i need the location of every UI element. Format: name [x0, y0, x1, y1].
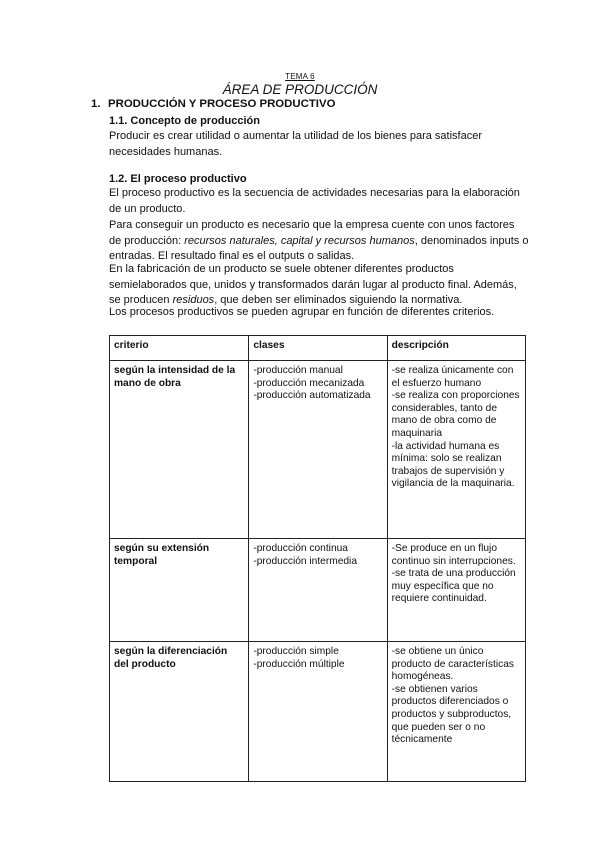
- section-title: PRODUCCIÓN Y PROCESO PRODUCTIVO: [108, 98, 336, 110]
- paragraph-proceso-3-b: , que deben ser eliminados siguiendo la normativa.: [214, 294, 463, 307]
- column-header-descripcion: descripción: [387, 336, 525, 361]
- subsection-heading-1-1: 1.1. Concepto de producción: [109, 115, 260, 127]
- paragraph-proceso-3: [109, 262, 529, 309]
- descripcion-cell: [387, 361, 525, 539]
- paragraph-concepto: Producir es crear utilidad o aumentar la utilidad de los bienes para satisfacer necesidades humanas.: [109, 130, 482, 158]
- paragraph-proceso-1: El proceso productivo es la secuencia de actividades necesarias para la elaboración de un producto.: [109, 187, 520, 215]
- column-header-criterio: criterio: [110, 336, 249, 361]
- descripcion-item: -se obtienen varios productos diferenciados o productos y subproductos, que pueden ser o no técnicamente: [391, 683, 512, 746]
- paragraph-proceso-3-a: En la fabricación de un producto se suele obtener diferentes productos semielaborados que, unidos y transformados darán lugar al producto final. Además, se producen: [109, 263, 517, 307]
- descripcion-item: -Se produce en un flujo continuo sin interrupciones.: [391, 543, 516, 567]
- tema-label: TEMA 6: [285, 72, 315, 81]
- paragraph-proceso-2-a: Para conseguir un producto es necesario que la empresa cuente con unos factores de producción:: [109, 219, 515, 247]
- column-header-clases: clases: [249, 336, 387, 361]
- factores-emphasis: recursos naturales, capital y recursos humanos: [184, 234, 415, 247]
- paragraph-proceso-4: Los procesos productivos se pueden agrupar en función de diferentes criterios.: [109, 306, 495, 318]
- section-number: 1.: [91, 98, 101, 110]
- descripcion-item: -la actividad humana es mínima: solo se realizan trabajos de supervisión y vigilancia de la maquinaria.: [391, 440, 515, 490]
- clases-cell: [249, 539, 387, 642]
- table-row: [110, 642, 526, 782]
- criterio-cell: según la intensidad de la mano de obra: [110, 361, 249, 539]
- table-row: [110, 361, 526, 539]
- table-row: [110, 539, 526, 642]
- descripcion-cell: [387, 642, 525, 782]
- descripcion-item: -se trata de una producción muy específica que no requiere continuidad.: [391, 568, 516, 605]
- section-heading: [91, 98, 335, 110]
- descripcion-cell: [387, 539, 525, 642]
- clase-item: -producción mecanizada: [253, 377, 365, 389]
- descripcion-item: -se realiza con proporciones considerables, tanto de mano de obra como de maquinaria: [391, 390, 520, 439]
- clase-item: -producción intermedia: [253, 555, 357, 567]
- clase-item: -producción manual: [253, 365, 343, 376]
- clase-item: -producción automatizada: [253, 390, 371, 402]
- criteria-table: [109, 335, 526, 782]
- criterio-cell: según su extensión temporal: [110, 539, 249, 642]
- descripcion-item: -se obtiene un único producto de características homogéneas.: [391, 646, 514, 683]
- criterio-cell: según la diferenciación del producto: [110, 642, 249, 782]
- clases-cell: [249, 361, 387, 539]
- clases-cell: [249, 642, 387, 782]
- descripcion-item: -se realiza únicamente con el esfuerzo humano: [391, 365, 514, 389]
- residuos-emphasis: residuos: [172, 294, 215, 307]
- clase-item: -producción simple: [253, 646, 339, 657]
- paragraph-proceso-2-b: , denominados inputs o entradas. El resultado final es el outputs o salidas.: [109, 234, 529, 263]
- clase-item: -producción continua: [253, 543, 348, 554]
- table-header-row: [110, 336, 526, 361]
- clase-item: -producción múltiple: [253, 658, 345, 670]
- page-title: ÁREA DE PRODUCCIÓN: [222, 82, 378, 97]
- paragraph-proceso-2: [109, 218, 529, 265]
- subsection-heading-1-2: 1.2. El proceso productivo: [109, 173, 247, 185]
